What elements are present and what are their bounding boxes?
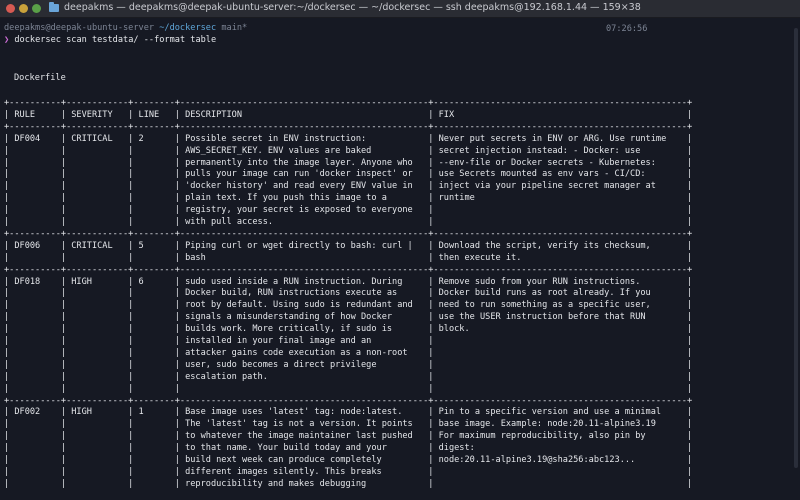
table-row: | | | | installed in your final image and an | |: [4, 336, 693, 346]
prompt-symbol: ❯: [4, 35, 10, 45]
table-row: | | | | reproducibility and makes debugging | |: [4, 478, 693, 489]
table-separator: +----------+------------+--------+------------------------------------------------+-------------------------------------------------+: [4, 98, 693, 108]
table-row: | | | | bash | then execute it. |: [4, 252, 693, 263]
table-row: | | | | attacker gains code execution as a non-root | |: [4, 347, 693, 358]
table-row: | | | | 'docker history' and read every ENV value in | inject via your pipeline secret manager at |: [4, 181, 693, 192]
table-separator: +----------+------------+--------+------------------------------------------------+-------------------------------------------------+: [4, 121, 693, 132]
table-row: | | | | AWS_SECRET_KEY. ENV values are baked | secret injection instead: - Docker: use |: [4, 145, 693, 156]
title-bar: [0, 0, 800, 18]
table-row: | | | | plain text. If you push this image to a | runtime |: [4, 193, 693, 204]
table-row: | RULE | SEVERITY | LINE | DESCRIPTION | FIX |: [4, 109, 693, 120]
table-row: | DF004 | CRITICAL | 2 | Possible secret in ENV instruction: | Never put secrets in ENV or ARG. Use runtime |: [4, 133, 693, 144]
scrollbar[interactable]: [794, 28, 798, 468]
prompt-path: ~/dockersec: [159, 23, 217, 33]
prompt-branch: main*: [221, 23, 248, 33]
table-row: | | | | different images silently. This breaks | |: [4, 466, 693, 477]
command-text: dockersec scan testdata/ --format table: [14, 35, 217, 45]
table-row: | | | | | |: [4, 383, 693, 394]
table-row: | DF002 | HIGH | 1 | Base image uses 'latest' tag: node:latest. | Pin to a specific version and use a minimal |: [4, 407, 693, 418]
table-row: | | | | to whatever the image maintainer last pushed | For maximum reproducibility, also pin by |: [4, 431, 693, 442]
minimize-window-icon[interactable]: [19, 4, 28, 13]
table-row: | | | | registry, your secret is exposed to everyone | |: [4, 205, 693, 216]
table-row: | | | | builds work. More critically, if sudo is | block. |: [4, 324, 693, 335]
prompt-line: [4, 22, 247, 34]
prompt-user-host: deepakms@deepak-ubuntu-server: [4, 23, 155, 33]
section-title: Dockerfile: [14, 73, 66, 83]
table-row: | | | | pulls your image can run 'docker inspect' or | use Secrets mounted as env vars - CI/CD: |: [4, 169, 693, 180]
table-row: | | | | build next week can produce completely | node:20.11-alpine3.19@sha256:abc123... |: [4, 455, 693, 465]
prompt-time: 07:26:56: [606, 24, 648, 34]
command-line: [4, 34, 216, 46]
window-title: deepakms — deepakms@deepak-ubuntu-server:~/dockersec — ~/dockersec — ssh deepakms@192.168.1.44 — 159×38: [64, 2, 641, 13]
table-separator: +----------+------------+--------+------------------------------------------------+-------------------------------------------------+: [4, 264, 693, 275]
table-row: | | | | permanently into the image layer. Anyone who | --env-file or Docker secrets - Kubernetes: |: [4, 157, 693, 168]
folder-icon: [49, 4, 59, 12]
table-row: | | | | escalation path. | |: [4, 371, 693, 382]
table-row: | | | | user, sudo becomes a direct privilege | |: [4, 359, 693, 370]
table-row: | | | | to that name. Your build today and your | digest: |: [4, 443, 693, 454]
table-row: | | | | with pull access. | |: [4, 217, 693, 227]
table-row: | DF006 | CRITICAL | 5 | Piping curl or wget directly to bash: curl | | Download the script, verify its checksum, |: [4, 240, 693, 251]
table-separator: +----------+------------+--------+------------------------------------------------+-------------------------------------------------+: [4, 395, 693, 406]
close-window-icon[interactable]: [6, 4, 15, 13]
table-row: | | | | root by default. Using sudo is redundant and | need to run something as a specific user, |: [4, 300, 693, 311]
table-separator: +----------+------------+--------+------------------------------------------------+-------------------------------------------------+: [4, 228, 693, 239]
terminal-content[interactable]: [0, 18, 800, 500]
table-row: | | | | Docker build, RUN instructions execute as | Docker build runs as root already. If you |: [4, 288, 693, 299]
table-row: | | | | The 'latest' tag is not a version. It points | base image. Example: node:20.11-alpine3.19 |: [4, 419, 693, 430]
table-row: | | | | signals a misunderstanding of how Docker | use the USER instruction before that RUN |: [4, 312, 693, 323]
zoom-window-icon[interactable]: [32, 4, 41, 13]
table-row: | DF018 | HIGH | 6 | sudo used inside a RUN instruction. During | Remove sudo from your RUN instructions. |: [4, 276, 693, 287]
